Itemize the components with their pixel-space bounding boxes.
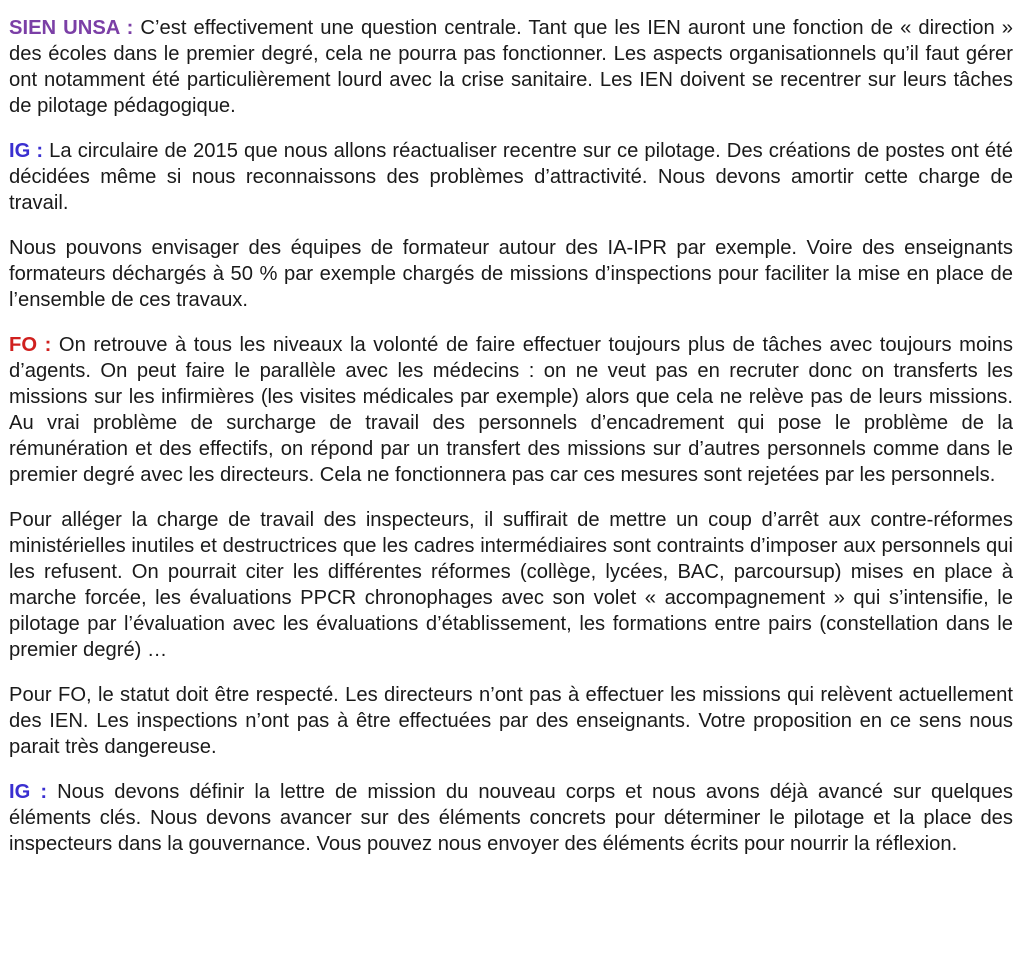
paragraph-sien-unsa-1 bbox=[9, 15, 1013, 119]
paragraph-text: La circulaire de 2015 que nous allons réactualiser recentre sur ce pilotage. Des créations de postes ont été décidées même si nous reconnaissons des problèmes d’attractivité. Nous devons amortir cette charge de travail. bbox=[9, 140, 1013, 214]
paragraph-text: Nous pouvons envisager des équipes de formateur autour des IA-IPR par exemple. Voire des enseignants formateurs déchargés à 50 % par exemple chargés de missions d’inspections pour faciliter la mise en place de l’ensemble de ces travaux. bbox=[9, 237, 1013, 311]
speaker-label: SIEN UNSA : bbox=[9, 17, 134, 39]
paragraph-text: Pour FO, le statut doit être respecté. Les directeurs n’ont pas à effectuer les missions qui relèvent actuellement des IEN. Les inspections n’ont pas à être effectuées par des enseignants. Votre proposition en ce sens nous parait très dangereuse. bbox=[9, 684, 1013, 758]
paragraph-text: Pour alléger la charge de travail des inspecteurs, il suffirait de mettre un coup d’arrêt aux contre-réformes ministérielles inutiles et destructrices que les cadres intermédiaires sont contraints d’imposer aux personnels qui les refusent. On pourrait citer les différentes réformes (collège, lycées, BAC, parcoursup) mises en place à marche forcée, les évaluations PPCR chronophages avec son volet « accompagnement » qui s’intensifie, le pilotage par l’évaluation avec les évaluations d’établissement, les formations entre pairs (constellation dans le premier degré) … bbox=[9, 509, 1013, 661]
paragraph-fo-3 bbox=[9, 682, 1013, 760]
paragraph-ig-3 bbox=[9, 779, 1013, 857]
speaker-label: FO : bbox=[9, 334, 52, 356]
speaker-label: IG : bbox=[9, 781, 48, 803]
speaker-label: IG : bbox=[9, 140, 44, 162]
paragraph-text: C’est effectivement une question centrale. Tant que les IEN auront une fonction de « direction » des écoles dans le premier degré, cela ne pourra pas fonctionner. Les aspects organisationnels qu’il faut gérer ont notamment été particulièrement lourd avec la crise sanitaire. Les IEN doivent se recentrer sur leurs tâches de pilotage pédagogique. bbox=[9, 17, 1013, 117]
paragraph-text: On retrouve à tous les niveaux la volonté de faire effectuer toujours plus de tâches avec toujours moins d’agents. On peut faire le parallèle avec les médecins : on ne veut pas en recruter donc on transferts les missions sur les infirmières (les visites médicales par exemple) alors que cela ne relève pas de leurs missions. Au vrai problème de surcharge de travail des personnels d’encadrement qui pose le problème de la rémunération et des effectifs, on répond par un transfert des missions sur d’autres personnels comme dans le premier degré avec les directeurs. Cela ne fonctionnera pas car ces mesures sont rejetées par les personnels. bbox=[9, 334, 1013, 486]
paragraph-fo-2 bbox=[9, 507, 1013, 663]
paragraph-ig-2 bbox=[9, 235, 1013, 313]
paragraph-text: Nous devons définir la lettre de mission du nouveau corps et nous avons déjà avancé sur quelques éléments clés. Nous devons avancer sur des éléments concrets pour déterminer le pilotage et la place des inspecteurs dans la gouvernance. Vous pouvez nous envoyer des éléments écrits pour nourrir la réflexion. bbox=[9, 781, 1013, 855]
paragraph-ig-1 bbox=[9, 138, 1013, 216]
paragraph-fo-1 bbox=[9, 332, 1013, 488]
